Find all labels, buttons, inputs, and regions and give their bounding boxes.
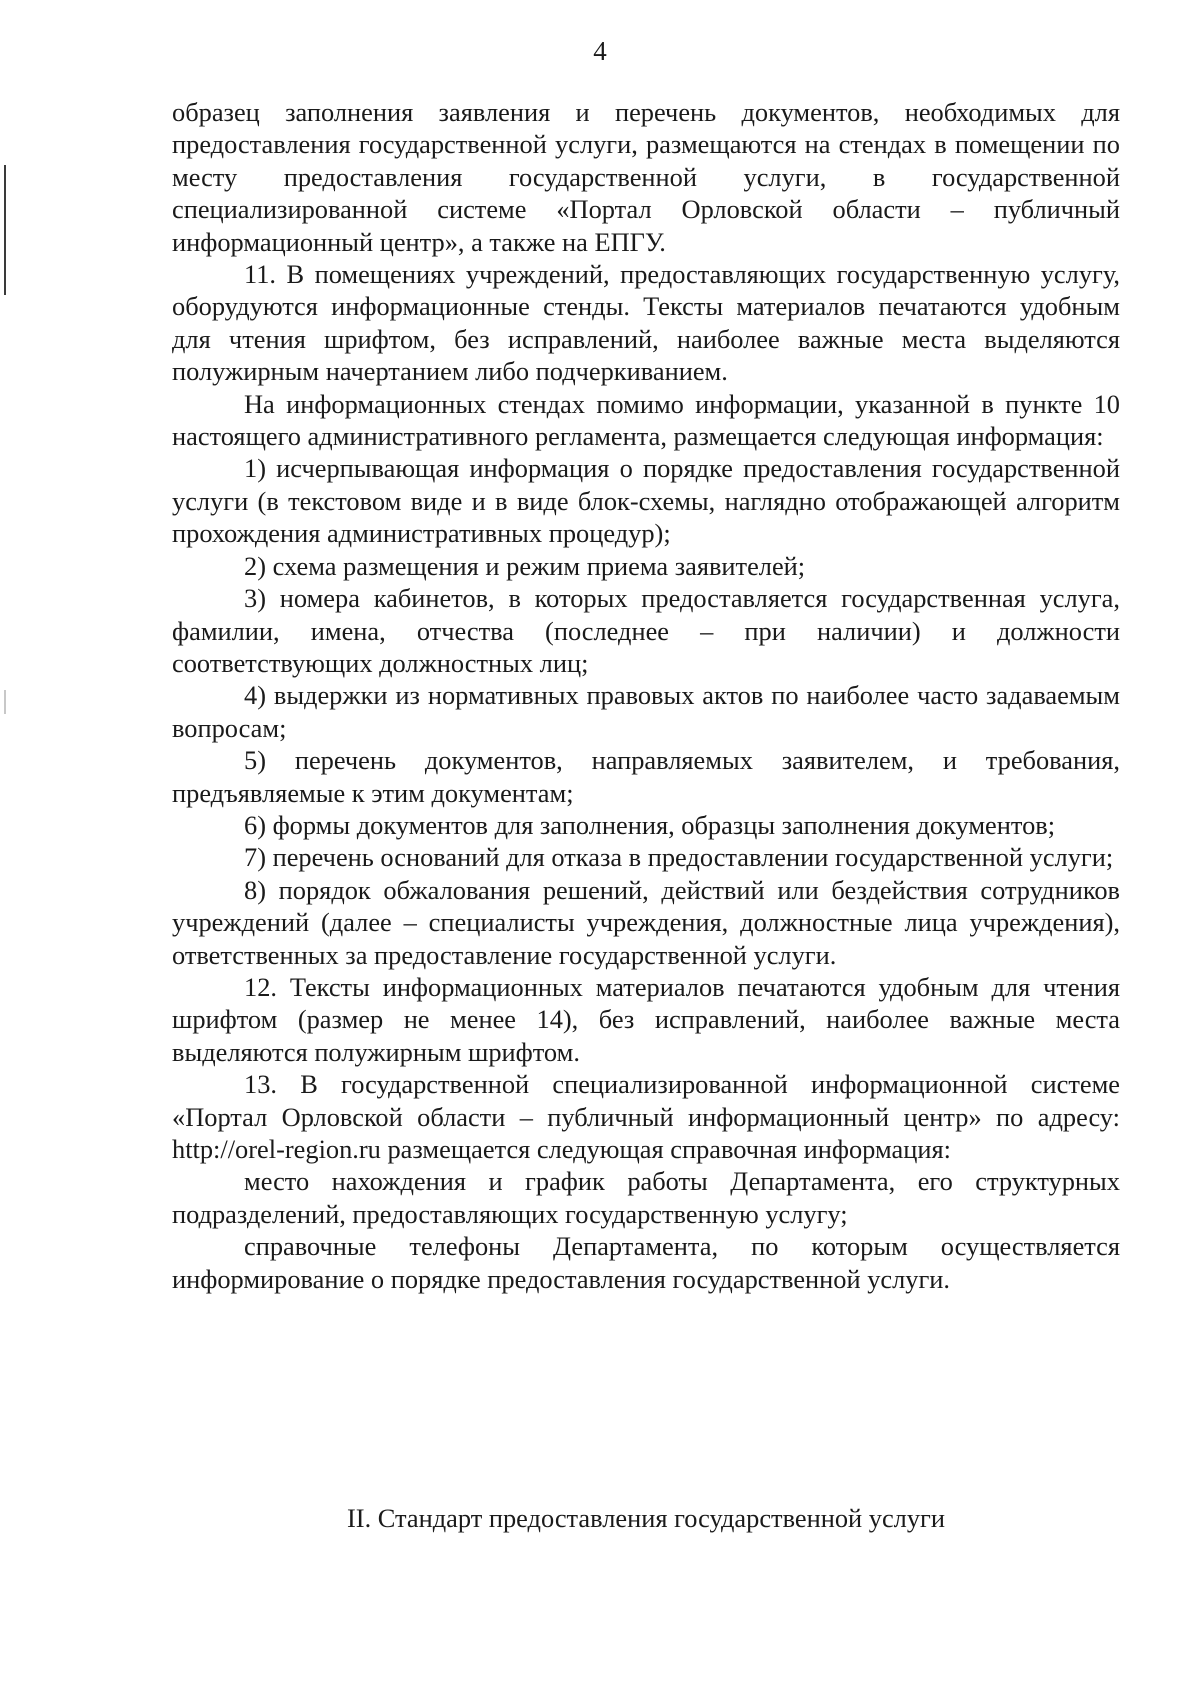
paragraph-stand-info-intro: На информационных стендах помимо информации, указанной в пункте 10 настоящего административного регламента, размещается следующая информация: bbox=[172, 388, 1120, 452]
list-item-7: 7) перечень оснований для отказа в предоставлении государственной услуги; bbox=[244, 842, 1114, 873]
list-item-6: 6) формы документов для заполнения, образцы заполнения документов; bbox=[244, 809, 1056, 840]
scan-edge-mark-faint bbox=[4, 690, 6, 714]
list-item-4: 4) выдержки из нормативных правовых актов по наиболее часто задаваемым вопросам; bbox=[172, 680, 1120, 743]
list-item-5: 5) перечень документов, направляемых заявителем, и требования, предъявляемые к этим документам; bbox=[172, 745, 1120, 808]
paragraph-reference-phones: справочные телефоны Департамента, по которым осуществляется информирование о порядке предоставления государственной услуги. bbox=[172, 1231, 1120, 1294]
scan-edge-mark bbox=[4, 165, 6, 295]
list-item-1: 1) исчерпывающая информация о порядке предоставления государственной услуги (в текстовом виде и в виде блок-схемы, наглядно отображающей алгоритм прохождения административных процедур); bbox=[172, 453, 1120, 549]
paragraph-clause-11: 11. В помещениях учреждений, предоставляющих государственную услугу, оборудуются информационные стенды. Тексты материалов печатаются удобным для чтения шрифтом, без исправлений, наиболее важные места выделяются полужирным начертанием либо подчеркиванием. bbox=[172, 259, 1120, 387]
section-heading: II. Стандарт предоставления государственной услуги bbox=[347, 1503, 945, 1533]
document-body bbox=[172, 96, 1120, 1295]
list-item-3: 3) номера кабинетов, в которых предоставляется государственная услуга, фамилии, имена, отчества (последнее – при наличии) и должности соответствующих должностных лиц; bbox=[172, 583, 1120, 678]
page-number: 4 bbox=[593, 36, 607, 66]
paragraph-continuation: образец заполнения заявления и перечень документов, необходимых для предоставления государственной услуги, размещаются на стендах в помещении по месту предоставления государственной услуги, в государственной специализированной системе «Портал Орловской области – публичный информационный центр», а также на ЕПГУ. bbox=[172, 97, 1120, 257]
paragraph-location-schedule: место нахождения и график работы Департамента, его структурных подразделений, предоставляющих государственную услугу; bbox=[172, 1166, 1120, 1229]
list-item-8: 8) порядок обжалования решений, действий или бездействия сотрудников учреждений (далее – специалисты учреждения, должностные лица учреждения), ответственных за предоставление государственной услуги. bbox=[172, 874, 1120, 970]
paragraph-clause-13: 13. В государственной специализированной информационной системе «Портал Орловской области – публичный информационный центр» по адресу: http://orel-region.ru размещается следующая справочная информация: bbox=[172, 1069, 1120, 1164]
list-item-2: 2) схема размещения и режим приема заявителей; bbox=[244, 550, 806, 581]
paragraph-clause-12: 12. Тексты информационных материалов печатаются удобным для чтения шрифтом (размер не менее 14), без исправлений, наиболее важные места выделяются полужирным шрифтом. bbox=[172, 971, 1120, 1067]
